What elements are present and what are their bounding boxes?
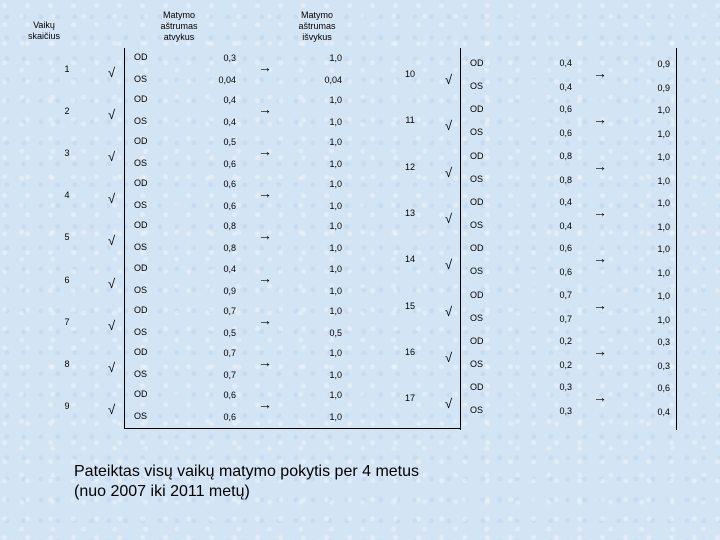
arrow-icon: → — [593, 111, 607, 128]
check-mark: √ — [445, 210, 453, 226]
od-after-value: 1,0 — [329, 263, 342, 274]
os-before-value: 0,8 — [223, 243, 236, 254]
eye-label-os: OS — [134, 200, 148, 211]
arrow-icon: → — [258, 59, 272, 75]
od-after-value: 1,0 — [657, 151, 670, 162]
os-after-value: 1,0 — [329, 285, 342, 296]
eye-label-os: OS — [470, 312, 484, 323]
os-before-value: 0,6 — [559, 128, 572, 139]
os-before-value: 0,2 — [559, 359, 572, 370]
row-number: 12 — [404, 161, 415, 172]
check-mark: √ — [108, 317, 116, 333]
row-number: 7 — [64, 316, 70, 327]
eye-label-od: OD — [134, 136, 148, 147]
eye-label-os: OS — [470, 81, 484, 91]
eye-label-os: OS — [134, 158, 148, 169]
od-before-value: 0,3 — [223, 53, 236, 63]
arrow-icon: → — [258, 227, 272, 244]
eye-label-od: OD — [470, 335, 484, 346]
eye-label-os: OS — [470, 173, 484, 184]
check-mark: √ — [108, 149, 116, 165]
eye-label-os: OS — [470, 405, 484, 416]
od-after-value: 1,0 — [329, 221, 342, 232]
arrow-icon: → — [258, 353, 272, 370]
os-before-value: 0,6 — [223, 411, 236, 422]
od-after-value: 1,0 — [657, 290, 670, 301]
eye-label-os: OS — [134, 116, 148, 127]
od-before-value: 0,3 — [559, 382, 572, 393]
check-mark: √ — [108, 359, 116, 375]
caption: Pateiktas visų vaikų matymo pokytis per 4 metus (nuo 2007 iki 2011 metų) — [74, 463, 420, 500]
eye-label-os: OS — [134, 326, 148, 337]
eye-label-os: OS — [134, 242, 148, 253]
os-before-value: 0,04 — [218, 75, 236, 85]
od-before-value: 0,6 — [559, 243, 572, 254]
arrow-icon: → — [593, 157, 607, 174]
table-bottom-line — [124, 428, 460, 429]
od-before-value: 0,4 — [223, 95, 236, 106]
eye-label-os: OS — [134, 284, 148, 295]
arrow-icon: → — [258, 143, 272, 160]
os-after-value: 0,4 — [657, 407, 670, 418]
eye-label-os: OS — [470, 358, 484, 369]
eye-label-od: OD — [470, 196, 484, 207]
arrow-icon: → — [593, 342, 607, 359]
right-table-border-left — [460, 48, 461, 430]
eye-label-od: OD — [134, 94, 148, 105]
od-after-value: 1,0 — [329, 137, 342, 148]
check-mark: √ — [108, 275, 116, 291]
eye-label-od: OD — [470, 243, 484, 254]
od-after-value: 1,0 — [329, 305, 342, 316]
od-after-value: 1,0 — [329, 53, 342, 63]
od-after-value: 1,0 — [657, 197, 670, 208]
od-after-value: 1,0 — [329, 95, 342, 106]
header-acuity-after: Matymo aštrumas išvykus — [298, 10, 336, 42]
row-number: 3 — [64, 148, 70, 159]
header-acuity-before: Matymo aštrumas atvykus — [160, 10, 198, 42]
check-mark: √ — [445, 72, 453, 87]
os-before-value: 0,4 — [559, 220, 572, 231]
od-before-value: 0,2 — [559, 335, 572, 346]
arrow-icon: → — [593, 296, 607, 313]
check-mark: √ — [445, 396, 453, 412]
os-after-value: 1,0 — [657, 129, 670, 140]
od-before-value: 0,8 — [559, 150, 572, 161]
os-after-value: 1,0 — [329, 201, 342, 212]
od-before-value: 0,7 — [223, 305, 236, 316]
os-after-value: 1,0 — [329, 411, 342, 422]
os-before-value: 0,6 — [223, 201, 236, 212]
od-before-value: 0,4 — [223, 263, 236, 274]
row-number: 16 — [404, 346, 415, 357]
arrow-icon: → — [258, 269, 272, 286]
eye-label-os: OS — [134, 74, 148, 84]
row-number: 10 — [404, 69, 415, 79]
os-after-value: 1,0 — [657, 268, 670, 279]
left-table-border — [124, 48, 125, 428]
od-before-value: 0,6 — [223, 179, 236, 190]
eye-label-os: OS — [134, 368, 148, 379]
row-number: 8 — [64, 358, 70, 369]
row-number: 11 — [405, 115, 415, 126]
eye-label-os: OS — [134, 410, 148, 421]
eye-label-od: OD — [134, 262, 148, 273]
os-before-value: 0,4 — [559, 82, 572, 92]
eye-label-od: OD — [134, 346, 148, 357]
os-before-value: 0,3 — [559, 406, 572, 417]
os-before-value: 0,5 — [223, 327, 236, 338]
check-mark: √ — [108, 401, 116, 417]
row-number: 14 — [404, 254, 415, 265]
header-children-count: Vaikų skaičius — [28, 20, 61, 41]
row-number: 9 — [64, 400, 70, 411]
eye-label-od: OD — [470, 150, 484, 161]
od-after-value: 1,0 — [329, 389, 342, 400]
os-before-value: 0,6 — [559, 267, 572, 278]
arrow-icon: → — [593, 203, 607, 220]
check-mark: √ — [108, 107, 116, 123]
os-after-value: 0,3 — [657, 360, 670, 371]
check-mark: √ — [445, 257, 453, 273]
os-after-value: 1,0 — [329, 243, 342, 254]
od-before-value: 0,4 — [559, 58, 572, 68]
row-number: 17 — [404, 393, 415, 404]
od-before-value: 0,7 — [559, 289, 572, 300]
od-after-value: 0,9 — [657, 59, 670, 69]
od-before-value: 0,4 — [559, 196, 572, 207]
os-before-value: 0,9 — [223, 285, 236, 296]
od-after-value: 1,0 — [329, 179, 342, 190]
od-after-value: 1,0 — [657, 244, 670, 255]
arrow-icon: → — [593, 250, 607, 267]
os-before-value: 0,6 — [223, 159, 236, 170]
od-after-value: 0,3 — [657, 336, 670, 347]
arrow-icon: → — [258, 101, 272, 118]
os-after-value: 0,04 — [324, 75, 342, 85]
od-before-value: 0,6 — [223, 389, 236, 400]
od-before-value: 0,8 — [223, 221, 236, 232]
os-after-value: 1,0 — [657, 221, 670, 232]
arrow-icon: → — [258, 311, 272, 328]
check-mark: √ — [445, 349, 453, 365]
os-before-value: 0,8 — [559, 174, 572, 185]
eye-label-os: OS — [470, 219, 484, 230]
row-number: 4 — [64, 190, 70, 201]
eye-label-od: OD — [134, 52, 148, 62]
eye-label-od: OD — [134, 220, 148, 231]
od-before-value: 0,7 — [223, 347, 236, 358]
check-mark: √ — [445, 303, 453, 319]
eye-label-od: OD — [470, 58, 484, 68]
od-after-value: 1,0 — [329, 347, 342, 358]
eye-label-os: OS — [470, 266, 484, 277]
row-number: 15 — [404, 300, 415, 311]
eye-label-od: OD — [134, 178, 148, 189]
row-number: 2 — [64, 106, 70, 117]
arrow-icon: → — [593, 389, 607, 406]
eye-label-od: OD — [470, 104, 484, 115]
check-mark: √ — [108, 65, 116, 80]
arrow-icon: → — [258, 395, 272, 412]
eye-label-od: OD — [470, 289, 484, 300]
os-after-value: 0,9 — [657, 83, 670, 93]
check-mark: √ — [445, 118, 453, 134]
os-after-value: 1,0 — [329, 159, 342, 170]
os-after-value: 1,0 — [657, 314, 670, 325]
check-mark: √ — [445, 164, 453, 180]
row-number: 6 — [64, 274, 70, 285]
od-after-value: 0,6 — [657, 383, 670, 394]
eye-label-od: OD — [470, 382, 484, 393]
os-after-value: 1,0 — [657, 175, 670, 186]
row-number: 5 — [64, 232, 70, 243]
right-table-border-right — [676, 48, 677, 430]
od-before-value: 0,5 — [223, 137, 236, 148]
os-before-value: 0,4 — [223, 117, 236, 128]
os-after-value: 0,5 — [329, 327, 342, 338]
check-mark: √ — [108, 233, 116, 249]
eye-label-od: OD — [134, 304, 148, 315]
od-after-value: 1,0 — [657, 105, 670, 116]
row-number: 1 — [64, 64, 70, 74]
os-after-value: 1,0 — [329, 369, 342, 380]
arrow-icon: → — [258, 185, 272, 202]
eye-label-od: OD — [134, 388, 148, 399]
eye-label-os: OS — [470, 127, 484, 138]
os-after-value: 1,0 — [329, 117, 342, 128]
row-number: 13 — [404, 207, 415, 218]
arrow-icon: → — [593, 65, 607, 81]
check-mark: √ — [108, 191, 116, 207]
od-before-value: 0,6 — [559, 104, 572, 115]
os-before-value: 0,7 — [559, 313, 572, 324]
os-before-value: 0,7 — [223, 369, 236, 380]
